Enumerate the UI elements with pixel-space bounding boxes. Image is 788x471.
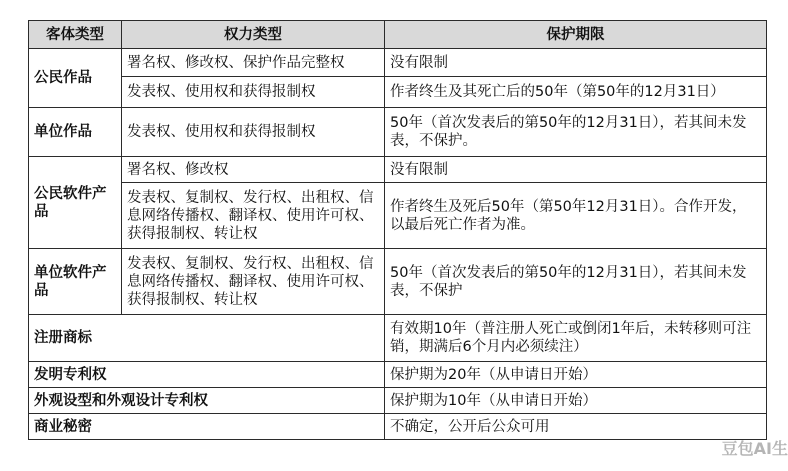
rights-cell: 发表权、复制权、发行权、出租权、信息网络传播权、翻译权、使用许可权、获得报制权、转让权 <box>122 249 385 315</box>
rights-cell: 发表权、使用权和获得报制权 <box>122 77 385 108</box>
header-protection-term: 保护期限 <box>385 21 767 49</box>
header-row <box>29 21 767 49</box>
term-cell: 不确定，公开后公众可用 <box>385 414 767 440</box>
table-row <box>29 315 767 362</box>
rights-cell: 发表权、使用权和获得报制权 <box>122 108 385 157</box>
term-cell: 50年（首次发表后的第50年的12月31日），若其间未发表，不保护 <box>385 249 767 315</box>
rights-cell: 发表权、复制权、发行权、出租权、信息网络传播权、翻译权、使用许可权、获得报制权、转让权 <box>122 183 385 249</box>
subject-cell: 公民软件产品 <box>29 157 122 249</box>
term-cell: 50年（首次发表后的第50年的12月31日），若其间未发表，不保护。 <box>385 108 767 157</box>
table-row <box>29 49 767 77</box>
term-cell: 有效期10年（普注册人死亡或倒闭1年后，未转移则可注销，期满后6个月内必须续注） <box>385 315 767 362</box>
header-subject-type: 客体类型 <box>29 21 122 49</box>
subject-cell: 公民作品 <box>29 49 122 108</box>
table-row <box>29 77 767 108</box>
table-row <box>29 388 767 414</box>
table-row <box>29 183 767 249</box>
watermark: 豆包AI生 <box>721 439 788 458</box>
term-cell: 作者终生及其死亡后的50年（第50年的12月31日） <box>385 77 767 108</box>
subject-cell: 注册商标 <box>29 315 385 362</box>
term-cell: 作者终生及死后50年（第50年12月31日）。合作开发，以最后死亡作者为准。 <box>385 183 767 249</box>
rights-cell: 署名权、修改权 <box>122 157 385 183</box>
subject-cell: 单位软件产品 <box>29 249 122 315</box>
table-row <box>29 157 767 183</box>
term-cell: 保护期为20年（从申请日开始） <box>385 362 767 388</box>
rights-cell: 署名权、修改权、保护作品完整权 <box>122 49 385 77</box>
term-cell: 没有限制 <box>385 157 767 183</box>
subject-cell: 单位作品 <box>29 108 122 157</box>
subject-cell: 发明专利权 <box>29 362 385 388</box>
term-cell: 没有限制 <box>385 49 767 77</box>
copyright-protection-table <box>28 20 767 440</box>
table-row <box>29 249 767 315</box>
table-row <box>29 108 767 157</box>
subject-cell: 外观设型和外观设计专利权 <box>29 388 385 414</box>
header-right-type: 权力类型 <box>122 21 385 49</box>
table-row <box>29 362 767 388</box>
subject-cell: 商业秘密 <box>29 414 385 440</box>
table-row <box>29 414 767 440</box>
term-cell: 保护期为10年（从申请日开始） <box>385 388 767 414</box>
